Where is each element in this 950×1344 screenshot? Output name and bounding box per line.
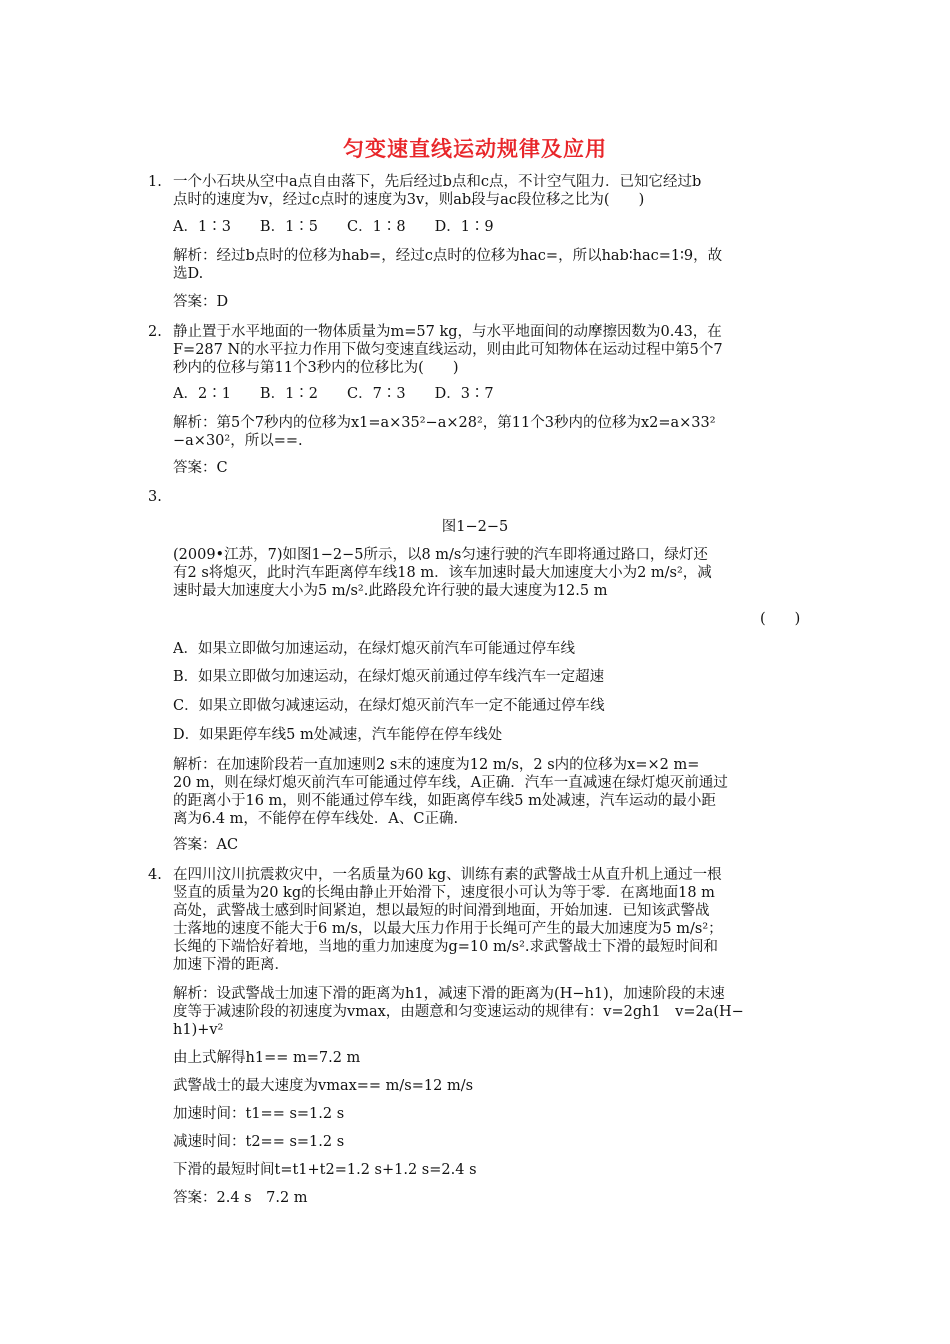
q1-answer: 答案：D — [173, 294, 229, 310]
q4-stem-line-1: 在四川汶川抗震救灾中，一名质量为60 kg、训练有素的武警战士从直升机上通过一根 — [173, 867, 722, 883]
q3-stem-line-3: 速时最大加速度大小为5 m/s².此路段允许行驶的最大速度为12.5 m — [173, 583, 608, 599]
q4-number: 4. — [148, 867, 162, 883]
q3-analysis-line-3: 的距离小于16 m，则不能通过停车线，如距离停车线5 m处减速，汽车运动的最小距 — [173, 793, 716, 809]
page-title: 匀变速直线运动规律及应用 — [343, 137, 607, 161]
q2-options: A．2∶1 B．1∶2 C．7∶3 D．3∶7 — [173, 386, 494, 402]
q3-number: 3. — [148, 489, 162, 505]
q2-answer: 答案：C — [173, 460, 228, 476]
q4-stem-line-2: 竖直的质量为20 kg的长绳由静止开始滑下，速度很小可认为等于零．在离地面18 m — [173, 885, 715, 901]
q4-stem-line-5: 长绳的下端恰好着地，当地的重力加速度为g=10 m/s².求武警战士下滑的最短时间和 — [173, 939, 718, 955]
q2-analysis-line-2: −a×30²，所以==. — [173, 433, 303, 449]
q3-stem-line-2: 有2 s将熄灭，此时汽车距离停车线18 m．该车加速时最大加速度大小为2 m/s²，减 — [173, 565, 712, 581]
q1-stem-line-2: 点时的速度为v，经过c点时的速度为3v，则ab段与ac段位移之比为( ) — [173, 192, 645, 208]
q3-option-a: A．如果立即做匀加速运动，在绿灯熄灭前汽车可能通过停车线 — [173, 641, 575, 657]
q3-analysis-line-4: 离为6.4 m，不能停在停车线处．A、C正确. — [173, 811, 459, 827]
q2-analysis-line-1: 解析：第5个7秒内的位移为x1=a×35²−a×28²，第11个3秒内的位移为x2=a×33² — [173, 415, 716, 431]
q4-answer: 答案：2.4 s 7.2 m — [173, 1190, 308, 1206]
q2-stem-line-3: 秒内的位移与第11个3秒内的位移比为( ) — [173, 360, 459, 376]
q2-stem-line-1: 静止置于水平地面的一物体质量为m=57 kg，与水平地面间的动摩擦因数为0.43，在 — [173, 324, 722, 340]
q3-answer: 答案：AC — [173, 837, 239, 853]
q4-stem-line-6: 加速下滑的距离． — [173, 957, 289, 973]
q4-stem-line-3: 高处，武警战士感到时间紧迫，想以最短的时间滑到地面，开始加速．已知该武警战 — [173, 903, 710, 919]
q1-options: A．1∶3 B．1∶5 C．1∶8 D．1∶9 — [173, 219, 494, 235]
q4-solution-step-4: 减速时间：t2== s=1.2 s — [173, 1134, 345, 1150]
q2-number: 2. — [148, 324, 162, 340]
q4-analysis-line-2: 度等于减速阶段的初速度为vmax，由题意和匀变速运动的规律有：v=2gh1 v=2a(H− — [173, 1004, 744, 1020]
q3-figure-caption: 图1−2−5 — [441, 519, 509, 535]
q4-solution-step-1: 由上式解得h1== m=7.2 m — [173, 1050, 361, 1066]
q4-analysis-line-1: 解析：设武警战士加速下滑的距离为h1，减速下滑的距离为(H−h1)，加速阶段的末速 — [173, 986, 725, 1002]
q2-stem-line-2: F=287 N的水平拉力作用下做匀变速直线运动，则由此可知物体在运动过程中第5个7 — [173, 342, 723, 358]
q3-answer-bracket: ( ) — [760, 611, 801, 627]
q3-option-b: B．如果立即做匀加速运动，在绿灯熄灭前通过停车线汽车一定超速 — [173, 669, 605, 685]
q1-stem-line-1: 一个小石块从空中a点自由落下，先后经过b点和c点，不计空气阻力．已知它经过b — [173, 174, 702, 190]
q1-analysis-line-2: 选D. — [173, 266, 204, 282]
q4-analysis-line-3: h1)+v² — [173, 1022, 224, 1038]
q4-solution-step-2: 武警战士的最大速度为vmax== m/s=12 m/s — [173, 1078, 474, 1094]
q3-stem-line-1: (2009•江苏，7)如图1−2−5所示，以8 m/s匀速行驶的汽车即将通过路口，绿灯还 — [173, 547, 708, 563]
q1-number: 1. — [148, 174, 162, 190]
q4-stem-line-4: 士落地的速度不能大于6 m/s，以最大压力作用于长绳可产生的最大加速度为5 m/s²； — [173, 921, 723, 937]
q3-analysis-line-2: 20 m，则在绿灯熄灭前汽车可能通过停车线，A正确．汽车一直减速在绿灯熄灭前通过 — [173, 775, 728, 791]
q4-solution-step-3: 加速时间：t1== s=1.2 s — [173, 1106, 345, 1122]
q1-analysis-line-1: 解析：经过b点时的位移为hab=，经过c点时的位移为hac=，所以hab∶hac=1∶9，故 — [173, 248, 723, 264]
q3-option-d: D．如果距停车线5 m处减速，汽车能停在停车线处 — [173, 727, 503, 743]
q3-analysis-line-1: 解析：在加速阶段若一直加速则2 s末的速度为12 m/s，2 s内的位移为x=×2 m= — [173, 757, 700, 773]
q3-option-c: C．如果立即做匀减速运动，在绿灯熄灭前汽车一定不能通过停车线 — [173, 698, 605, 714]
q4-solution-step-5: 下滑的最短时间t=t1+t2=1.2 s+1.2 s=2.4 s — [173, 1162, 477, 1178]
